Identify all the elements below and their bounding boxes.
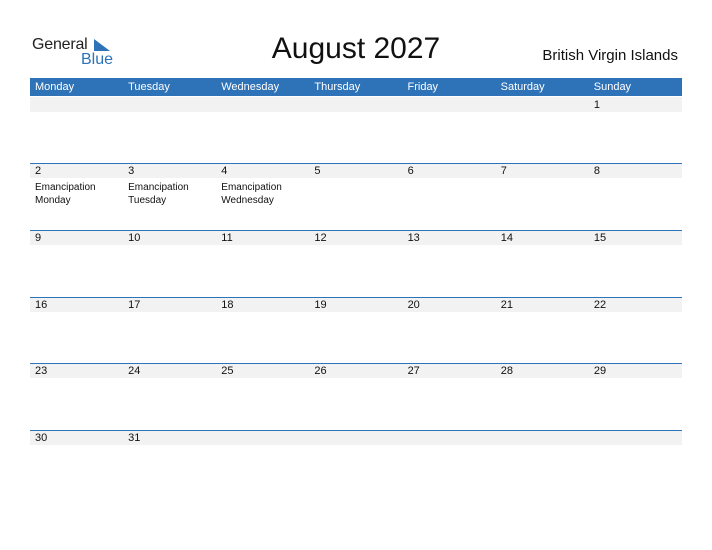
day-cell	[496, 163, 589, 230]
day-cell	[216, 363, 309, 430]
holiday-label: Emancipation Monday	[35, 182, 96, 206]
day-cell	[496, 297, 589, 364]
day-cell	[123, 230, 216, 297]
day-number: 6	[407, 165, 414, 177]
day-cell	[30, 163, 123, 230]
day-cell	[30, 363, 123, 430]
day-number: 14	[500, 232, 513, 244]
day-cell	[496, 363, 589, 430]
day-cell	[496, 230, 589, 297]
logo-general-text: General	[32, 36, 88, 53]
week-row	[30, 297, 682, 364]
day-number: 25	[221, 365, 234, 377]
weekday-monday: Monday	[35, 81, 75, 93]
day-cell	[496, 430, 589, 497]
day-cell	[30, 430, 123, 497]
day-cell	[216, 297, 309, 364]
day-number: 31	[128, 432, 141, 444]
day-cell	[403, 97, 496, 164]
day-cell	[309, 163, 402, 230]
week-row	[30, 430, 682, 497]
day-cell	[309, 230, 402, 297]
weekday-wednesday: Wednesday	[221, 81, 280, 93]
day-number: 8	[593, 165, 600, 177]
day-cell	[216, 97, 309, 164]
holiday-label: Emancipation Wednesday	[221, 182, 282, 206]
day-cell	[123, 363, 216, 430]
day-number: 7	[500, 165, 507, 177]
day-number: 2	[35, 165, 42, 177]
day-cell	[589, 430, 682, 497]
logo-blue-text: Blue	[81, 51, 114, 68]
day-cell	[403, 230, 496, 297]
day-number: 26	[314, 365, 327, 377]
day-number: 23	[35, 365, 48, 377]
holiday-label: Emancipation Tuesday	[128, 182, 189, 206]
day-number: 19	[314, 299, 327, 311]
day-number: 16	[35, 299, 48, 311]
weekday-header	[30, 78, 682, 96]
weekday-thursday: Thursday	[314, 81, 361, 93]
weekday-friday: Friday	[407, 81, 439, 93]
day-cell	[30, 230, 123, 297]
day-cell	[309, 97, 402, 164]
day-number: 20	[407, 299, 420, 311]
week-row	[30, 163, 682, 230]
day-cell	[216, 430, 309, 497]
day-cell	[123, 97, 216, 164]
day-cell	[123, 430, 216, 497]
day-cell	[403, 430, 496, 497]
day-cell	[589, 97, 682, 164]
weekday-sunday: Sunday	[593, 81, 632, 93]
day-cell	[309, 363, 402, 430]
day-cell	[403, 163, 496, 230]
day-cell	[216, 230, 309, 297]
day-cell	[309, 297, 402, 364]
week-row	[30, 363, 682, 430]
day-cell	[123, 297, 216, 364]
day-number: 18	[221, 299, 234, 311]
day-number: 21	[500, 299, 513, 311]
day-number: 12	[314, 232, 327, 244]
day-cell	[123, 163, 216, 230]
page-title: August 2027	[271, 32, 441, 65]
day-number: 28	[500, 365, 513, 377]
day-number: 1	[593, 99, 600, 111]
country-name: British Virgin Islands	[542, 47, 678, 64]
day-cell	[589, 297, 682, 364]
day-cell	[216, 163, 309, 230]
day-cell	[403, 297, 496, 364]
day-cell	[589, 163, 682, 230]
day-number: 17	[128, 299, 141, 311]
day-cell	[30, 297, 123, 364]
day-cell	[589, 363, 682, 430]
week-row	[30, 97, 682, 164]
day-number: 15	[593, 232, 607, 244]
day-number: 9	[35, 232, 42, 244]
day-cell	[309, 430, 402, 497]
day-number: 22	[593, 299, 607, 311]
day-number: 10	[128, 232, 141, 244]
day-cell	[30, 97, 123, 164]
week-row	[30, 230, 682, 297]
day-number: 4	[221, 165, 228, 177]
day-number: 24	[128, 365, 141, 377]
day-number: 27	[407, 365, 420, 377]
day-number: 3	[128, 165, 135, 177]
day-cell	[403, 363, 496, 430]
day-number: 11	[221, 232, 233, 244]
day-number: 5	[314, 165, 321, 177]
weekday-saturday: Saturday	[500, 81, 545, 93]
day-number: 29	[593, 365, 607, 377]
day-cell	[589, 230, 682, 297]
weekday-tuesday: Tuesday	[128, 81, 170, 93]
day-cell	[496, 97, 589, 164]
day-number: 13	[407, 232, 420, 244]
day-number: 30	[35, 432, 48, 444]
